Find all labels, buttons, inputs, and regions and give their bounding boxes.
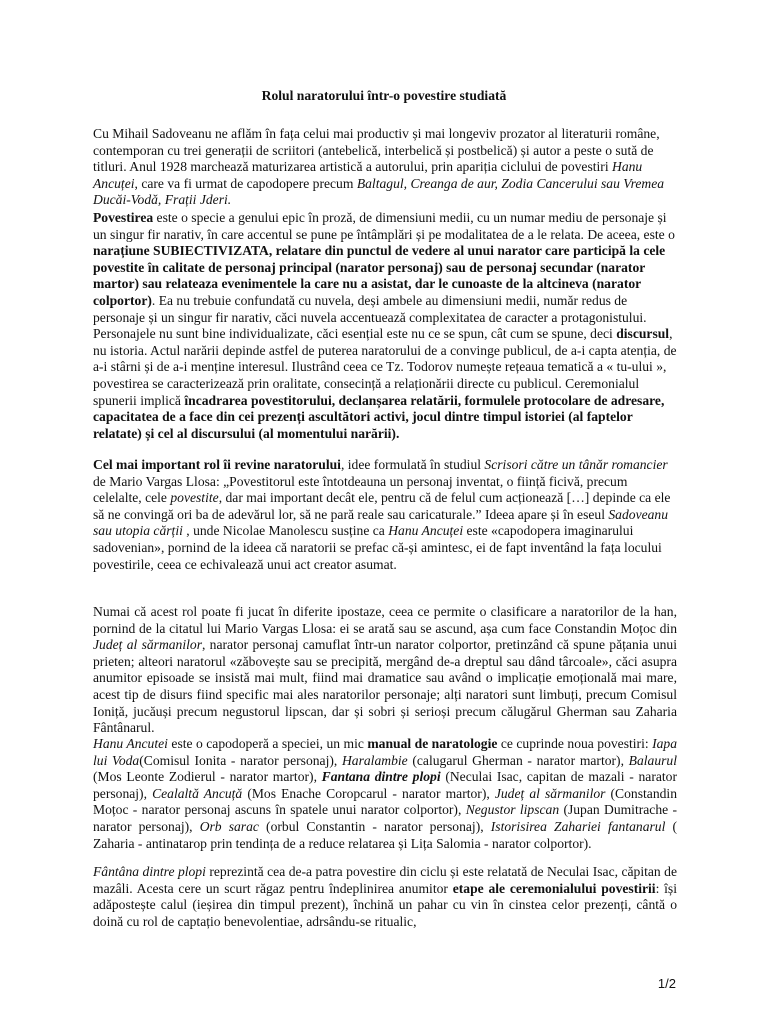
text-run: (Mos Leonte Zodierul - narator martor), — [93, 769, 322, 785]
text-run: (orbul Constantin - narator personaj), — [258, 818, 491, 834]
text-run: (Comisul Ionita - narator personaj), — [139, 752, 342, 768]
text-run: reprezintă cea de-a patra povestire din ciclu și este relatată de Neculai Isac, căpitan de mazâli. Acesta cere un scurt răgaz pentru îndeplinirea anumitor — [93, 864, 677, 896]
text-run: povestite — [170, 490, 219, 506]
text-run: (Mos Enache Coropcarul - narator martor), — [242, 785, 495, 801]
text-run: Fântâna dintre plopi — [93, 864, 206, 879]
text-run: , unde Nicolae Manolescu susține ca — [182, 523, 389, 539]
text-run: încadrarea povestitorului, declanșarea relatării, formulele protocolare de adresare, capacitatea de a face din cei prezenți ascultători activi, jocul dintre timpul istoriei (al faptelor relatate) și cel al discursului (al momentului narării). — [93, 392, 665, 441]
text-run: Cealaltă Ancuță — [152, 785, 243, 801]
text-run: Fantana dintre plopi — [321, 769, 441, 785]
text-run: Cu Mihail Sadoveanu ne aflăm în fața celui mai productiv și mai longeviv prozator al literaturii române, contemporan cu trei generații de scriitori (antebelică, interbelică și postbelică) și autor a peste o sută de titluri. Anul 1928 marchează maturizarea artistică a autorului, prin apariția ciclului de povestiri — [93, 126, 660, 175]
paragraph-manual-naratologie — [93, 736, 677, 852]
paragraph — [93, 604, 677, 737]
text-run: de Mario Vargas Llosa: „Povestitorul este întotdeauna un personaj inventat, o ființă ficivă, precum celelalte, cele — [93, 473, 628, 506]
text-run: etape ale ceremonialului povestirii — [452, 880, 656, 896]
text-run: Haralambie — [341, 752, 408, 768]
text-run: Povestirea — [93, 210, 154, 225]
text-run: (calugarul Gherman - narator martor), — [407, 752, 629, 768]
text-run: Negustor lipscan — [465, 802, 560, 818]
text-run: este «capodopera imaginarului sadovenian», pornind de la ideea că naratorii se prefac că-și amintesc, ei de fapt inventând la fața locului povestirile, ceea ce echivalează unui act creator asumat. — [93, 523, 662, 572]
text-run: (Constandin Moțoc - narator personaj ascuns în spatele unui narator colportor), — [93, 785, 677, 818]
text-run: . Ea nu trebuie confundată cu nuvela, deși ambele au dimensiuni medii, număr redus de personaje și un singur fir narativ, căci nuvela accentuează complexitatea de caracter a protagonistului. Personajele nu sunt bine individualizate, căci esențial este nu ce se spun, cât cum se spune, deci — [93, 292, 647, 342]
text-run: Sadoveanu sau utopia cărții — [93, 506, 669, 539]
text-run: ce cuprinde noua povestiri: — [497, 736, 653, 751]
text-run: (Neculai Isac, capitan de mazali - narator personaj), — [93, 769, 677, 801]
text-run: Hanu Ancuței — [93, 159, 643, 191]
text-run: Județ al sărmanilor — [494, 785, 606, 801]
paragraph — [93, 126, 677, 209]
text-run: Baltagul, Creanga de aur, Zodia Cancerului sau Vremea Ducăi-Vodă, Frații Jderi. — [93, 175, 665, 208]
text-run: discursul — [616, 326, 670, 342]
paragraph-rol-narator — [93, 457, 677, 573]
paragraph — [93, 457, 677, 573]
paragraph-intro — [93, 126, 677, 209]
text-run: , nu istoria. Actul narării depinde astfel de puterea naratorului de a convinge publicul, de a-i capta atenția, de a-i stârni și de a-i menține interesul. Ilustrând ceea ce Tz. Todorov numește rețeaua tematică a « tu-ului », povestirea se caracterizează prin oralitate, consecință a relaționării directe cu publicul. Ceremonialul spunerii implică — [93, 326, 677, 408]
text-run: Hanu Ancutei — [93, 736, 168, 751]
text-run: Scrisori către un tânăr romancier — [484, 457, 668, 472]
text-run: narațiune SUBIECTIVIZATA, relatare din punctul de vedere al unui narator care participă la cele povestite în calitate de personaj principal (narator personaj) sau de personaj secundar (narator martor) sau relateaza evenimentele la care nu a asistat, dar le cunoaste de la altcineva (narator colportor) — [93, 243, 666, 308]
text-run: Orb sarac — [199, 818, 259, 834]
text-run: (Jupan Dumitrache - narator personaj), — [93, 802, 678, 834]
text-run: , care va fi urmat de capodopere precum — [134, 175, 357, 191]
text-run: manual de naratologie — [367, 736, 498, 751]
text-run: este o capodoperă a speciei, un mic — [167, 736, 368, 751]
paragraph — [93, 864, 677, 930]
paragraph-ipostaze — [93, 604, 677, 737]
paragraph — [93, 736, 677, 852]
text-run: Iapa lui Voda — [93, 736, 678, 768]
text-run: Istorisirea Zahariei fantanarul — [490, 818, 666, 834]
text-run: Balaurul — [628, 752, 678, 768]
text-run: Cel mai important rol îi revine naratorului — [93, 457, 341, 472]
text-run: Hanu Ancuței — [388, 523, 464, 539]
document-title: Rolul naratorului într-o povestire studiată — [261, 88, 507, 103]
paragraph-povestirea — [93, 210, 677, 442]
text-run: este o specie a genului epic în proză, de dimensiuni medii, cu un numar mediu de personaje și un singur fir narativ, în care accentul se pune pe întâmplări și pe modalitatea de a le relata. De aceea, este o — [93, 210, 675, 242]
text-run: Județ al sărmanilor — [93, 637, 202, 653]
text-run: , narator personaj camuflat într-un narator colportor, pretinzând că spune pățania unui prieten; alteori naratorul «zăbovește sau se precipită, mergând de-a dreptul sau dând târcoale», căci asupra anumitor episoade se insistă mai mult, fiind mai dramatice sau având o implicație emoțională mai mare, acest tip de disurs fiind specific mai ales naratorilor personaje; alți naratori sunt limbuți, precum Comisul Ioniță, jucăuși precum negustorul lipscan, dar și sobri și serioși precum călugărul Gherman sau Zaharia Fântânarul. — [93, 637, 677, 736]
paragraph — [93, 210, 677, 442]
paragraph-fantana — [93, 864, 677, 930]
text-run: Numai că acest rol poate fi jucat în diferite ipostaze, ceea ce permite o clasificare a naratorilor de la han, pornind de la citatul lui Mario Vargas Llosa: ei se arată sau se ascund, așa cum face Constandin Moțoc din — [93, 604, 677, 636]
text-run: , dar mai important decât ele, pentru că de felul cum acționează […] depinde ca ele să ne convingă ori ba de adevărul lor, să ne pară reale sau caricaturale.” Ideea apare și în eseul — [93, 490, 671, 522]
text-run: , idee formulată în studiul — [340, 457, 485, 472]
page-number: 1/2 — [657, 976, 676, 991]
text-run: ( Zaharia - antinatarор prin tendința de a reduce relatarea și Lița Salomia - narator colportor). — [93, 818, 678, 851]
text-run: : își adăpostește calul (ieșirea din timpul prezent), închină un pahar cu vin în cinstea celor prezenți, cântă o doină cu rol de captațio benevolentiae, adrsându-se ritualic, — [93, 880, 677, 929]
